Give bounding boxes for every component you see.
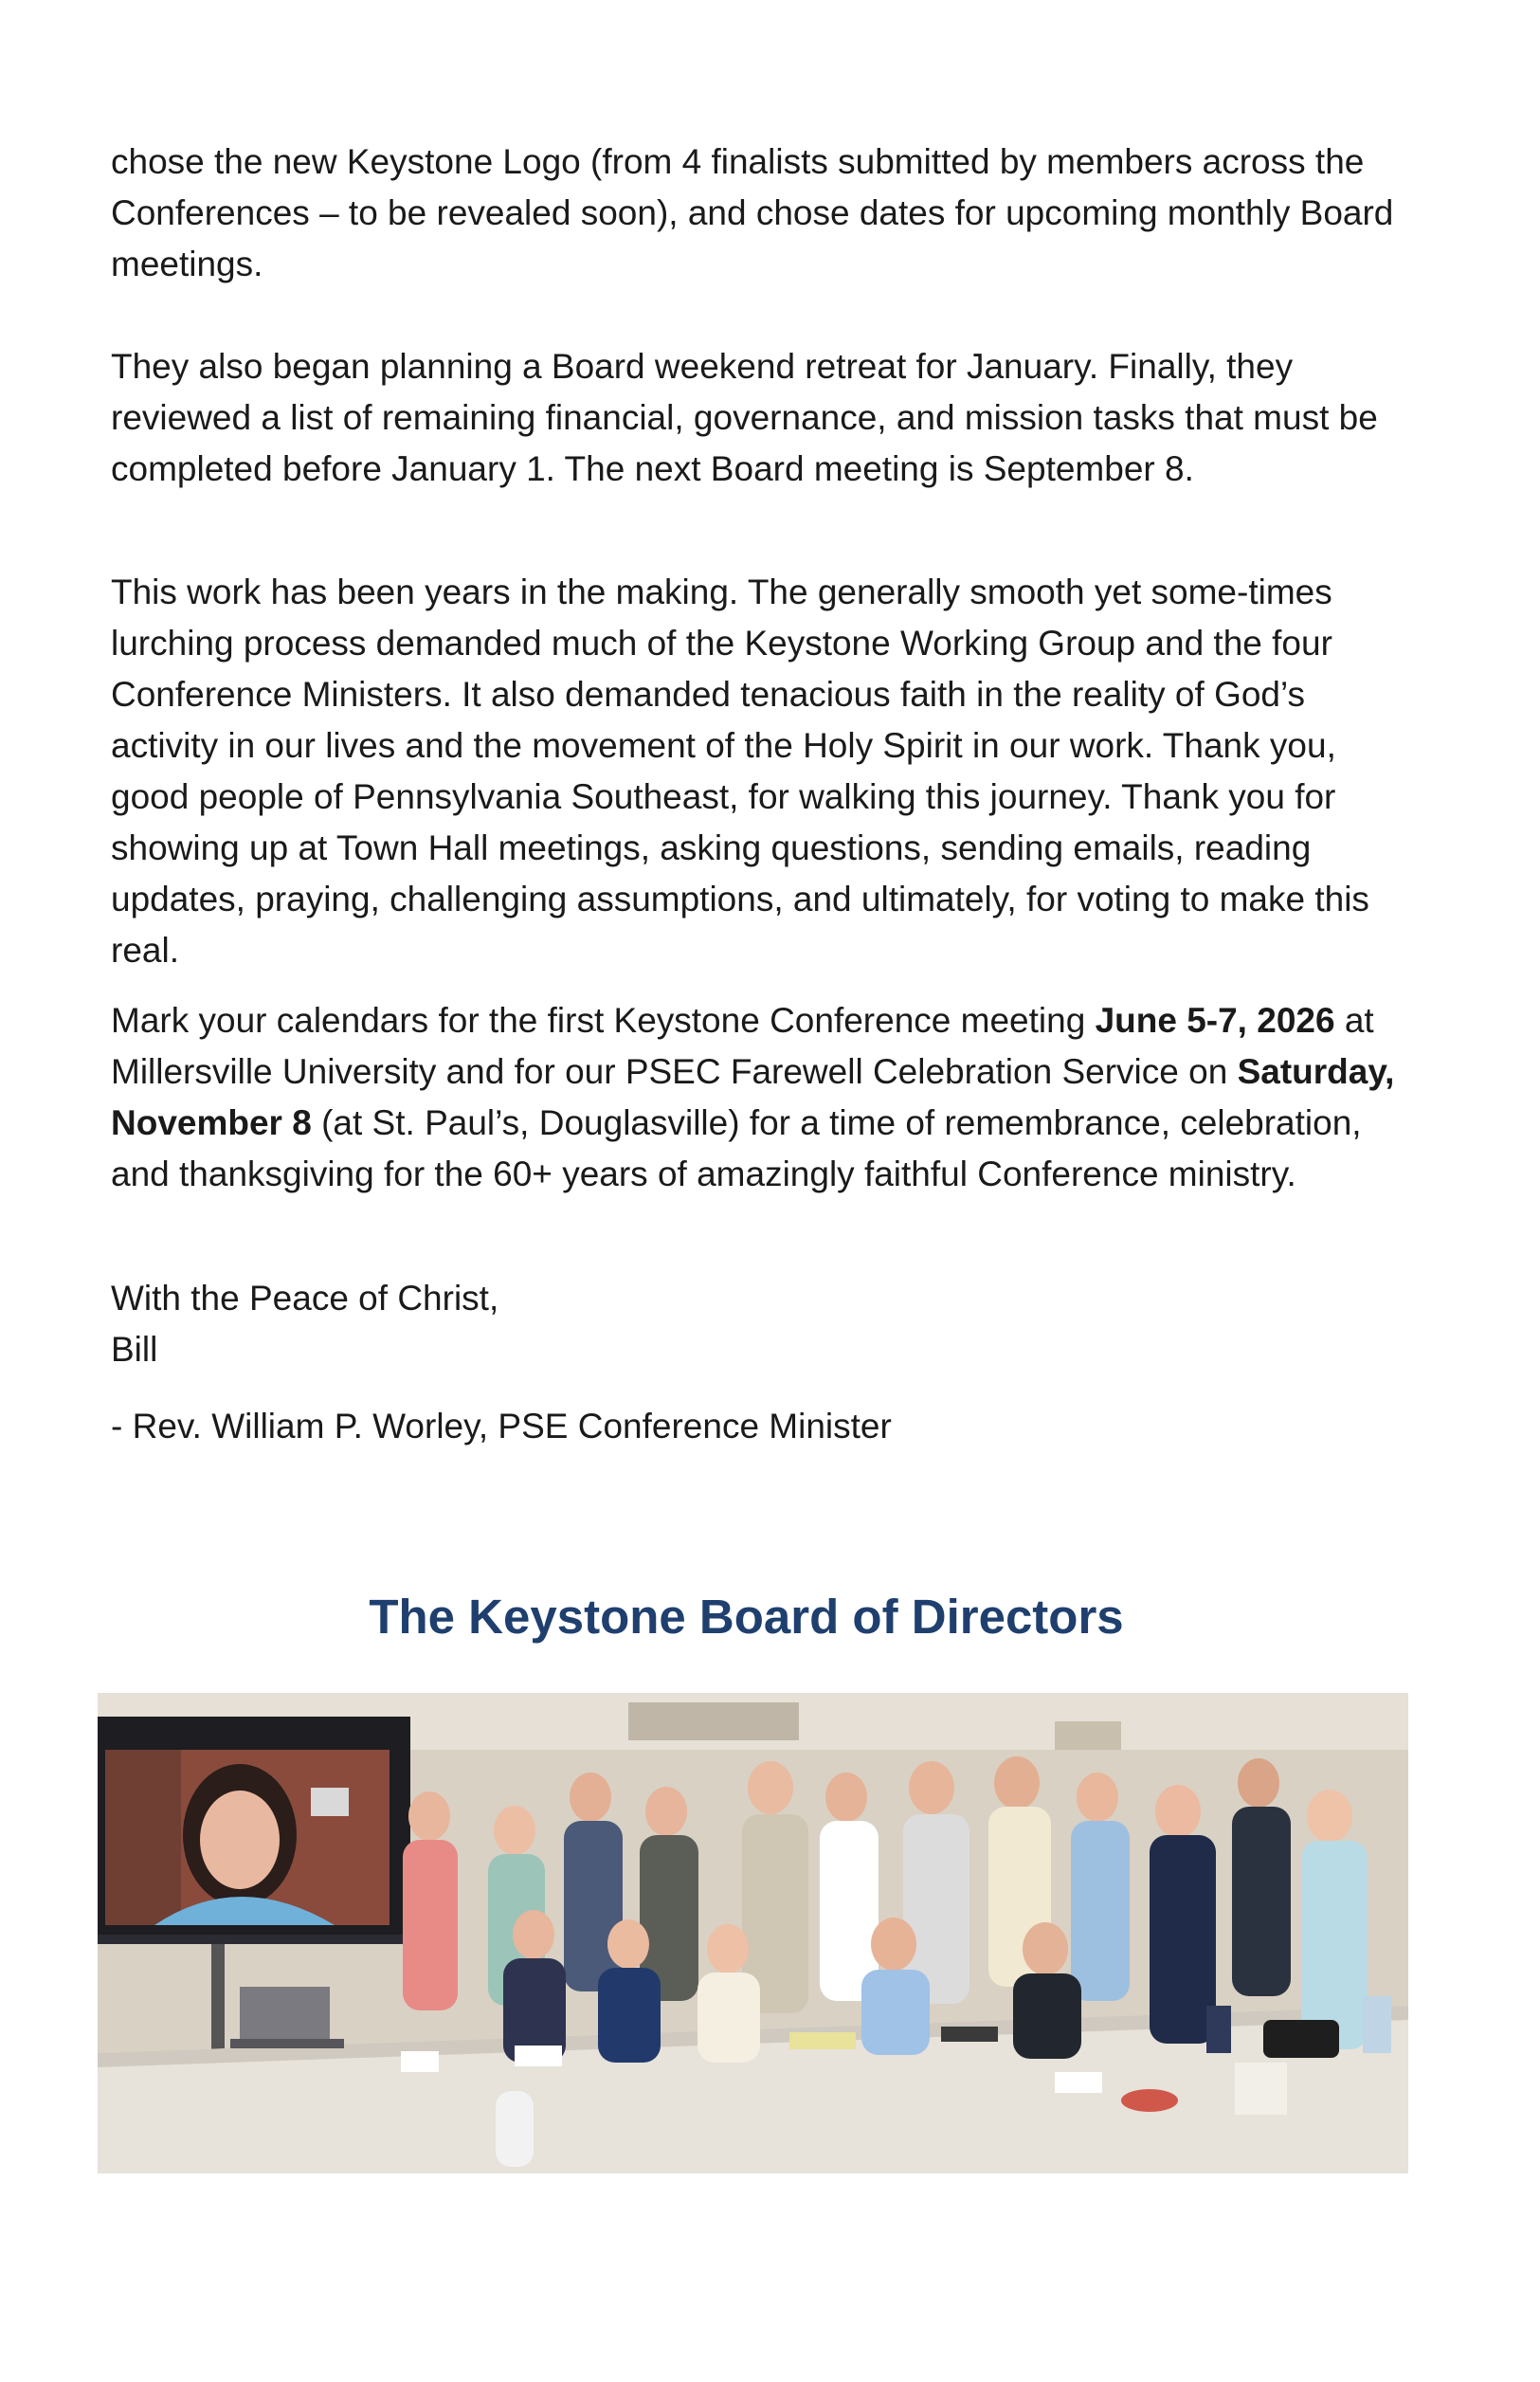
closing-block bbox=[111, 1273, 1402, 1375]
board-group-photo bbox=[98, 1693, 1408, 2173]
paragraph-calendar-dates bbox=[111, 995, 1402, 1200]
paragraph-thank-you: This work has been years in the making. The generally smooth yet some-times lurching process demanded much of the Keystone Working Group and the four Conference Ministers. It also demanded tenacious faith in the reality of God’s activity in our lives and the movement of the Holy Spirit in our work. Thank you, good people of Pennsylvania Southeast, for walking this journey. Thank you for showing up at Town Hall meetings, asking questions, sending emails, reading updates, praying, challenging assumptions, and ultimately, for voting to make this real. bbox=[111, 573, 1369, 970]
signature-line: - Rev. William P. Worley, PSE Conference Minister bbox=[111, 1407, 892, 1446]
paragraph-board-retreat: They also began planning a Board weekend retreat for January. Finally, they reviewed a list of remaining financial, governance, and mission tasks that must be completed before January 1. The next Board meeting is September 8. bbox=[111, 347, 1378, 488]
paragraph-board-decisions: chose the new Keystone Logo (from 4 finalists submitted by members across the Conferences – to be revealed soon), and chose dates for upcoming monthly Board meetings. bbox=[111, 142, 1394, 283]
farewell-service-date: Saturday, November 8 bbox=[111, 1052, 1395, 1142]
calendar-text-2: at Millersville University and for our PSEC Farewell Celebration Service on bbox=[111, 1001, 1374, 1091]
closing-name: Bill bbox=[111, 1330, 158, 1369]
closing-salutation: With the Peace of Christ, bbox=[111, 1279, 499, 1318]
calendar-text-3: (at St. Paul’s, Douglasville) for a time of remembrance, celebration, and thanksgiving for the 60+ years of amazingly faithful Conference ministry. bbox=[111, 1103, 1362, 1193]
calendar-text-1: Mark your calendars for the first Keystone Conference meeting bbox=[111, 1001, 1096, 1040]
keystone-meeting-date: June 5-7, 2026 bbox=[1095, 1001, 1335, 1040]
section-title: The Keystone Board of Directors bbox=[369, 1590, 1124, 1644]
